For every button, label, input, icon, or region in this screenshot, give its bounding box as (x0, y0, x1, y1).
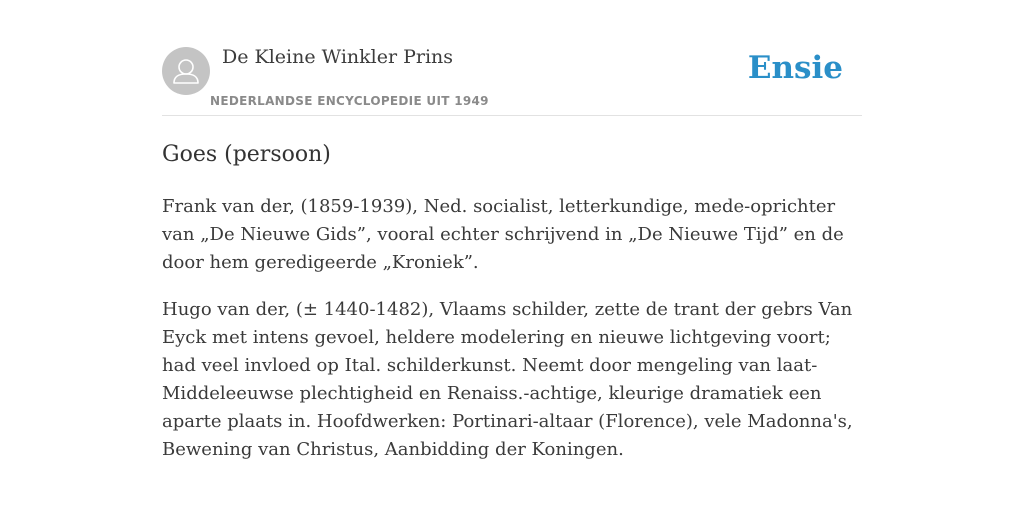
book-subtitle: NEDERLANDSE ENCYCLOPEDIE UIT 1949 (210, 94, 489, 108)
user-avatar-icon[interactable] (162, 47, 210, 95)
entry-paragraph: Frank van der, (1859-1939), Ned. socialist, letterkundige, mede-oprichter van „De Nieuwe Gids”, vooral echter schrijvend in „De Nieuwe Tijd” en de door hem geredigeerde „Kroniek”. (162, 196, 844, 273)
brand-logo-link[interactable]: Ensie (747, 50, 843, 86)
page-container (162, 0, 862, 512)
header (162, 0, 862, 116)
entry-title: Goes (persoon) (162, 142, 331, 167)
book-title[interactable]: De Kleine Winkler Prins (222, 46, 454, 68)
entry-paragraph: Hugo van der, (± 1440-1482), Vlaams schilder, zette de trant der gebrs Van Eyck met intens gevoel, heldere modelering en nieuwe lichtgeving voort; had veel invloed op Ital. schilderkunst. Neemt door mengeling van laat-Middeleeuwse plechtigheid en Renaiss.-achtige, kleurige dramatiek een aparte plaats in. Hoofdwerken: Portinari-altaar (Florence), vele Madonna's, Bewening van Christus, Aanbidding der Koningen. (162, 299, 853, 460)
